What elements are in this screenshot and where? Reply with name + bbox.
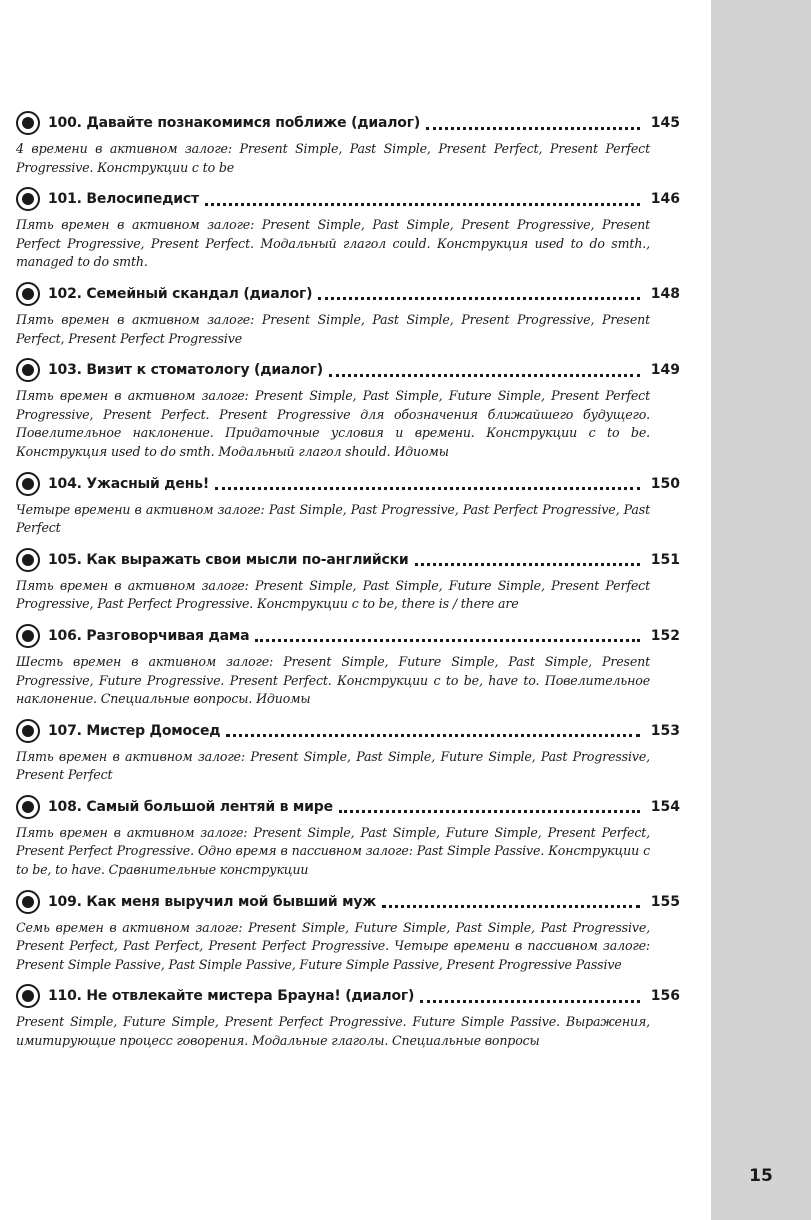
toc-entry[interactable]: [16, 981, 680, 1050]
toc-entry-heading: [16, 545, 680, 575]
toc-entry-title[interactable]: 103. Визит к стоматологу (диалог): [48, 362, 323, 379]
toc-entry-description: Четыре времени в активном залоге: Past Simple, Past Progressive, Past Perfect Progressive, Past Perfect: [16, 501, 650, 536]
dot-leader: [255, 625, 640, 642]
toc-entry[interactable]: [16, 108, 680, 177]
toc-entry-heading: [16, 108, 680, 138]
toc-entry-description: Пять времен в активном залоге: Present Simple, Past Simple, Future Simple, Present Perfect Progressive, Past Perfect Progressive. Конструкции с to be, there is / there are: [16, 577, 650, 612]
dot-leader: [382, 891, 640, 908]
page-number: 15: [749, 1166, 773, 1186]
toc-entry-description: Пять времен в активном залоге: Present Simple, Past Simple, Future Simple, Past Progressive, Present Perfect: [16, 748, 650, 783]
toc-entry[interactable]: [16, 887, 680, 975]
toc-entry[interactable]: [16, 545, 680, 614]
audio-disc-icon: [16, 890, 40, 914]
toc-entry-page: 156: [650, 988, 680, 1005]
toc-entry-title[interactable]: 110. Не отвлекайте мистера Брауна! (диалог): [48, 988, 415, 1005]
toc-entry[interactable]: [16, 355, 680, 461]
toc-entry-title[interactable]: 104. Ужасный день!: [48, 475, 210, 492]
toc-entry[interactable]: [16, 469, 680, 538]
toc-entry[interactable]: [16, 716, 680, 785]
toc-entry-page: 149: [650, 362, 680, 379]
toc-entry[interactable]: [16, 621, 680, 709]
dot-leader: [205, 189, 640, 206]
toc-entry-heading: [16, 981, 680, 1011]
toc-entry-heading: [16, 355, 680, 385]
audio-disc-icon: [16, 111, 40, 135]
side-margin-strip: [711, 0, 811, 1220]
audio-disc-icon: [16, 624, 40, 648]
toc-entry-title[interactable]: 100. Давайте познакомимся поближе (диалог): [48, 115, 421, 131]
toc-entry-title[interactable]: 105. Как выражать свои мысли по-английски: [48, 551, 409, 568]
toc-entry-heading: [16, 716, 680, 746]
dot-leader: [226, 720, 640, 737]
toc-entry[interactable]: [16, 792, 680, 880]
toc-entry-description: Пять времен в активном залоге: Present Simple, Past Simple, Present Progressive, Present Perfect Progressive, Present Perfect. Модальный глагол could. Конструкция used to do smth., managed to do smth.: [16, 217, 650, 270]
dot-leader: [329, 360, 640, 377]
toc-entry-page: 146: [650, 191, 680, 208]
toc-entry-page: 153: [650, 722, 680, 739]
toc-entry-heading: [16, 621, 680, 651]
audio-disc-icon: [16, 719, 40, 743]
toc-entry-title[interactable]: 108. Самый большой лентяй в мире: [48, 798, 333, 815]
dot-leader: [318, 283, 640, 300]
toc-entry-heading: [16, 469, 680, 499]
toc-entry-description: Шесть времен в активном залоге: Present Simple, Future Simple, Past Simple, Present Progressive, Future Progressive. Present Perfect. Конструкции с to be, have to. Повелительное наклонение. Специальные вопросы. Идиомы: [16, 653, 650, 707]
audio-disc-icon: [16, 984, 40, 1008]
dot-leader: [420, 986, 640, 1003]
toc-entry-heading: [16, 792, 680, 822]
toc-entry-page: 148: [650, 285, 680, 302]
toc-entry-heading: [16, 279, 680, 309]
toc-entry-description: Пять времен в активном залоге: Present Simple, Past Simple, Present Progressive, Present Perfect, Present Perfect Progressive: [16, 311, 650, 346]
toc-entry-description: Пять времен в активном залоге: Present Simple, Past Simple, Future Simple, Present Perfect, Present Perfect Progressive. Одно время в пассивном залоге: Past Simple Passive. Конструкции с to be, to have. Сравнительные конструкции: [16, 824, 650, 878]
table-of-contents: [16, 108, 680, 1058]
toc-entry-title[interactable]: 107. Мистер Домосед: [48, 722, 221, 739]
audio-disc-icon: [16, 548, 40, 572]
audio-disc-icon: [16, 358, 40, 382]
toc-entry-title[interactable]: 102. Семейный скандал (диалог): [48, 285, 313, 302]
dot-leader: [215, 473, 640, 490]
dot-leader: [339, 796, 640, 813]
toc-entry-title[interactable]: 109. Как меня выручил мой бывший муж: [48, 893, 377, 910]
toc-entry[interactable]: [16, 279, 680, 348]
toc-entry-description: 4 времени в активном залоге: Present Simple, Past Simple, Present Perfect, Present Perfect Progressive. Конструкции с to be: [16, 141, 650, 175]
toc-entry-page: 152: [650, 627, 680, 644]
audio-disc-icon: [16, 472, 40, 496]
toc-entry-page: 155: [650, 893, 680, 910]
audio-disc-icon: [16, 282, 40, 306]
audio-disc-icon: [16, 187, 40, 211]
toc-entry-heading: [16, 887, 680, 917]
toc-entry[interactable]: [16, 184, 680, 272]
toc-entry-page: 151: [650, 551, 680, 568]
toc-entry-page: 154: [650, 798, 680, 815]
toc-entry-title[interactable]: 106. Разговорчивая дама: [48, 627, 250, 644]
toc-entry-title[interactable]: 101. Велосипедист: [48, 191, 199, 208]
audio-disc-icon: [16, 795, 40, 819]
toc-entry-description: Пять времен в активном залоге: Present Simple, Past Simple, Future Simple, Present Perfect Progressive, Present Perfect. Present Progressive для обозначения ближайшего будущего. Повелительное наклонение. Придаточные условия и времени. Конструкции с to be. Конструкция used to do smth. Модальный глагол should. Идиомы: [16, 388, 650, 459]
dot-leader: [415, 549, 640, 566]
toc-entry-page: 145: [650, 115, 680, 131]
toc-entry-heading: [16, 184, 680, 214]
toc-entry-page: 150: [650, 475, 680, 492]
toc-entry-description: Семь времен в активном залоге: Present Simple, Future Simple, Past Simple, Past Progressive, Present Perfect, Past Perfect, Present Perfect Progressive. Четыре времени в пассивном залоге: Present Simple Passive, Past Simple Passive, Future Simple Passive, Present Progressive Passive: [16, 919, 650, 972]
dot-leader: [426, 113, 640, 130]
toc-entry-description: Present Simple, Future Simple, Present Perfect Progressive. Future Simple Passive. Выражения, имитирующие процесс говорения. Модальные глаголы. Специальные вопросы: [16, 1014, 650, 1049]
